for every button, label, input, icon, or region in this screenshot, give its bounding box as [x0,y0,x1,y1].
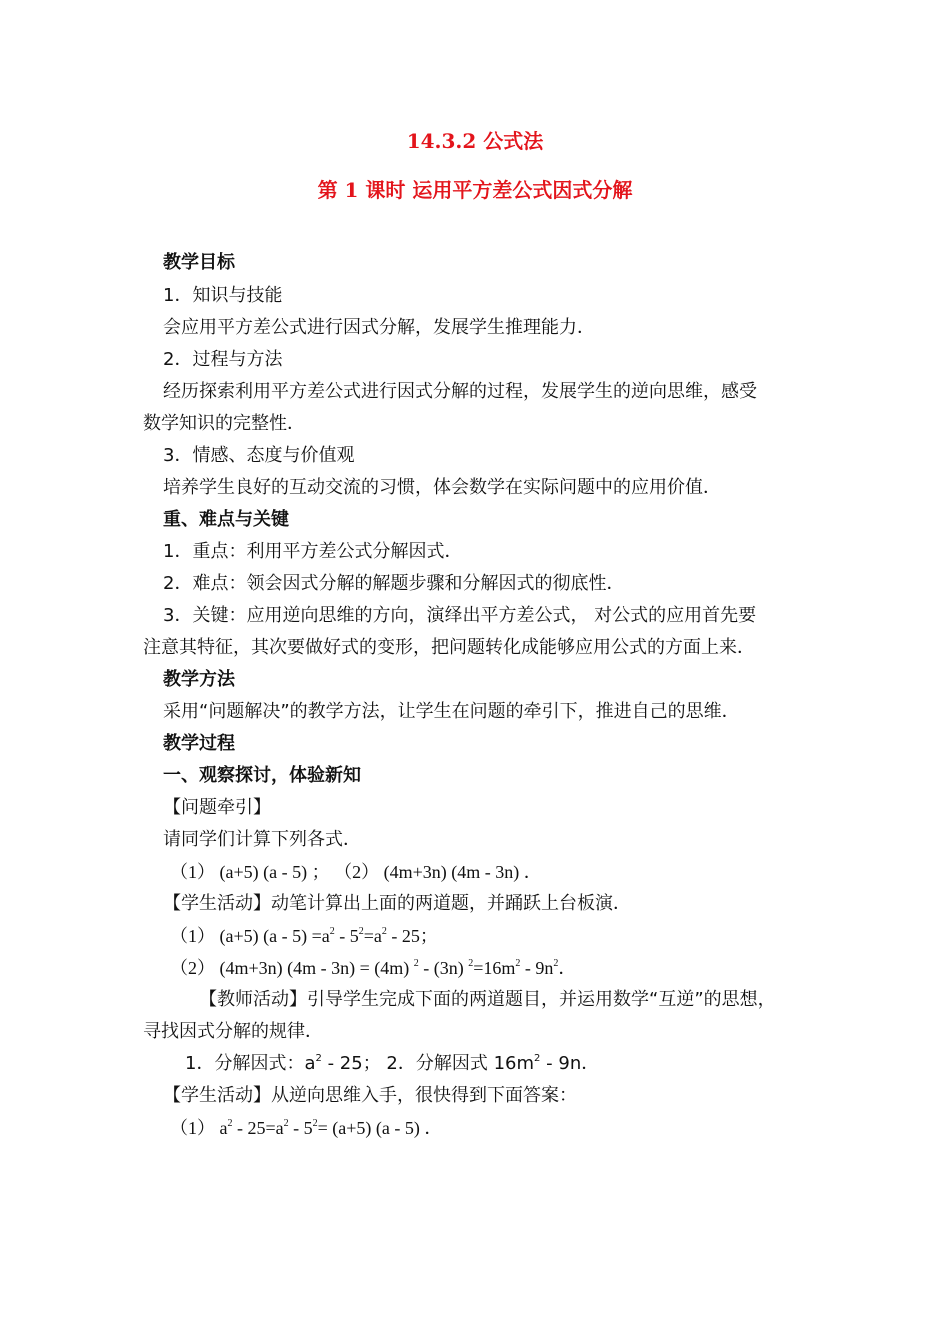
section-heading-goals: 教学目标 [163,252,235,273]
goal-item-2-text: 经历探索利用平方差公式进行因式分解的过程，发展学生的逆向思维，感受 [163,381,757,402]
teacher-activity [199,988,776,1012]
section-heading-method: 教学方法 [163,669,235,690]
goal-item-1-text: 会应用平方差公式进行因式分解，发展学生推理能力． [163,317,595,338]
answer-2-expression: （2） (4m+3n) (4m - 3n) = (4m) $^2$ - (3n) $^2=16m^2 - 9n^2$． [170,958,577,978]
process-section-1-heading: 一、观察探讨，体验新知 [163,765,361,786]
goal-item-3-label: 3．情感、态度与价值观 [163,445,355,466]
keypoint-1: 1．重点：利用平方差公式分解因式． [163,541,463,562]
teacher-activity-cont: 寻找因式分解的规律． [143,1021,323,1042]
keypoint-3-cont: 注意其特征，其次要做好式的变形，把问题转化成能够应用公式的方面上来． [143,637,755,658]
student-activity-2 [163,1084,577,1108]
keypoint-2: 2．难点：领会因式分解的解题步骤和分解因式的彻底性． [163,573,625,594]
student-activity-tag: 【学生活动】 [163,1085,271,1106]
question-tag: 【问题牵引】 [163,797,271,818]
student-activity-1 [163,892,631,916]
solution-1-expression: （1） $a^2 - 25=a^2 - 5^2= (a+5)$ (a - 5) ． [170,1118,443,1138]
section-heading-keypoints: 重、难点与关键 [163,509,289,530]
teacher-activity-text: 引导学生完成下面的两道题目，并运用数学“互逆”的思想， [307,989,776,1010]
teacher-activity-tag: 【教师活动】 [199,989,307,1010]
keypoint-3: 3．关键：应用逆向思维的方向，演绎出平方差公式， 对公式的应用首先要 [163,605,757,626]
factor-tasks: 1．分解因式：$a^2 - 25$； 2．分解因式 $16m^2 - 9n$． [185,1053,600,1074]
question-expressions: （1） (a+5) (a - 5) ； （2） (4m+3n) (4m - 3n) ． [170,862,542,882]
answer-1-expression: （1） (a+5) $(a - 5) =a^2 - 5^2=a^2 - 25$； [170,926,438,946]
student-activity-text: 从逆向思维入手，很快得到下面答案： [271,1085,577,1106]
goal-item-2-label: 2．过程与方法 [163,349,283,370]
method-text: 采用“问题解决”的教学方法，让学生在问题的牵引下，推进自己的思维． [163,701,740,722]
question-prompt: 请同学们计算下列各式． [163,829,361,850]
goal-item-2-text-cont: 数学知识的完整性． [143,413,305,434]
goal-item-1-label: 1．知识与技能 [163,285,283,306]
page-title: 14.3.2 公式法 [406,129,544,153]
student-activity-tag: 【学生活动】 [163,893,271,914]
lesson-subtitle: 第 1 课时 运用平方差公式因式分解 [317,178,633,202]
goal-item-3-text: 培养学生良好的互动交流的习惯，体会数学在实际问题中的应用价值． [163,477,721,498]
student-activity-text: 动笔计算出上面的两道题，并踊跃上台板演． [271,893,631,914]
section-heading-process: 教学过程 [163,733,235,754]
